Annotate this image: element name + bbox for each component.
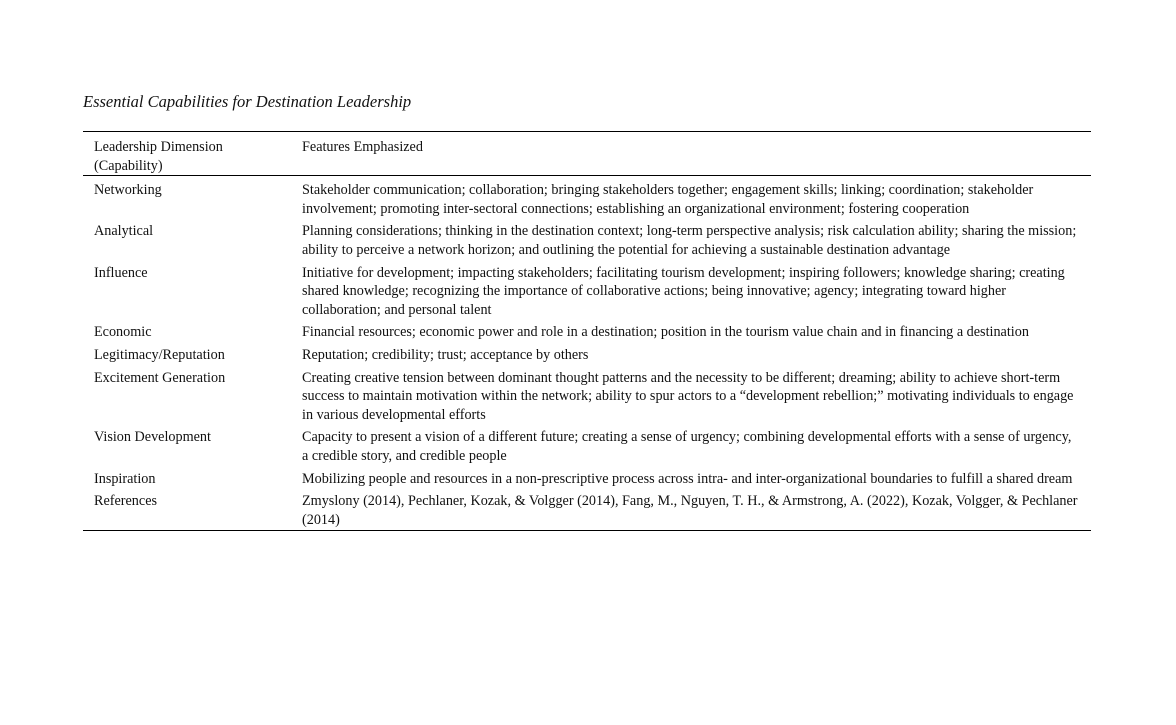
header-row xyxy=(83,132,1091,176)
features-cell: Planning considerations; thinking in the destination context; long-term perspective analysis; risk calculation ability; sharing the mission; ability to perceive a network horizon; and outlining the potential for achieving a sustainable destination advantage xyxy=(302,223,1077,258)
table-row xyxy=(83,343,1091,366)
features-cell: Mobilizing people and resources in a non-prescriptive process across intra- and inter-organizational boundaries to fulfill a shared dream xyxy=(302,470,1073,487)
capabilities-table xyxy=(83,131,1091,531)
table-body xyxy=(83,176,1091,531)
header-dimension-line2: (Capability) xyxy=(94,157,163,174)
header-dimension-line1: Leadership Dimension xyxy=(94,139,223,155)
features-cell: Creating creative tension between dominant thought patterns and the necessity to be different; dreaming; ability to achieve short-term success to maintain motivation within the network; ability to spur actors to a “development rebellion;” motivating individuals to engage in various developmental efforts xyxy=(302,369,1074,423)
dimension-cell: Analytical xyxy=(94,223,154,240)
table-row xyxy=(83,176,1091,220)
table-row xyxy=(83,261,1091,321)
dimension-cell: Legitimacy/Reputation xyxy=(94,346,225,363)
features-cell: Capacity to present a vision of a different future; creating a sense of urgency; combining developmental efforts with a sense of urgency, a credible story, and credible people xyxy=(302,429,1072,464)
dimension-cell: Economic xyxy=(94,324,152,341)
header-leadership-dimension xyxy=(83,132,291,176)
table-row xyxy=(83,425,1091,466)
table-row xyxy=(83,467,1091,490)
features-cell: Stakeholder communication; collaboration; bringing stakeholders together; engagement skills; linking; coordination; stakeholder involvement; promoting inter-sectoral connections; establishing an organizational environment; fostering cooperation xyxy=(302,182,1034,217)
references-row xyxy=(83,489,1091,531)
dimension-cell: Networking xyxy=(94,182,162,199)
table-row xyxy=(83,219,1091,260)
table-row xyxy=(83,366,1091,426)
features-cell: Initiative for development; impacting stakeholders; facilitating tourism development; inspiring followers; knowledge sharing; creating shared knowledge; recognizing the importance of collaborative actions; being innovative; agency; integrating toward higher collaboration; and personal talent xyxy=(302,264,1065,318)
table-row xyxy=(83,320,1091,343)
dimension-cell: Vision Development xyxy=(94,429,211,446)
header-features-emphasized: Features Emphasized xyxy=(302,139,423,155)
dimension-cell: Influence xyxy=(94,264,148,281)
dimension-cell: Inspiration xyxy=(94,470,156,487)
table-header xyxy=(83,132,1091,176)
references-label-cell: References xyxy=(94,493,158,510)
features-cell: Reputation; credibility; trust; acceptance by others xyxy=(302,346,589,363)
features-cell: Financial resources; economic power and role in a destination; position in the tourism value chain and in financing a destination xyxy=(302,324,1029,341)
table-caption: Essential Capabilities for Destination Leadership xyxy=(83,92,412,111)
references-cell: Zmyslony (2014), Pechlaner, Kozak, & Volgger (2014), Fang, M., Nguyen, T. H., & Armstrong, A. (2022), Kozak, Volgger, & Pechlaner (2014) xyxy=(302,493,1078,528)
dimension-cell: Excitement Generation xyxy=(94,369,226,386)
